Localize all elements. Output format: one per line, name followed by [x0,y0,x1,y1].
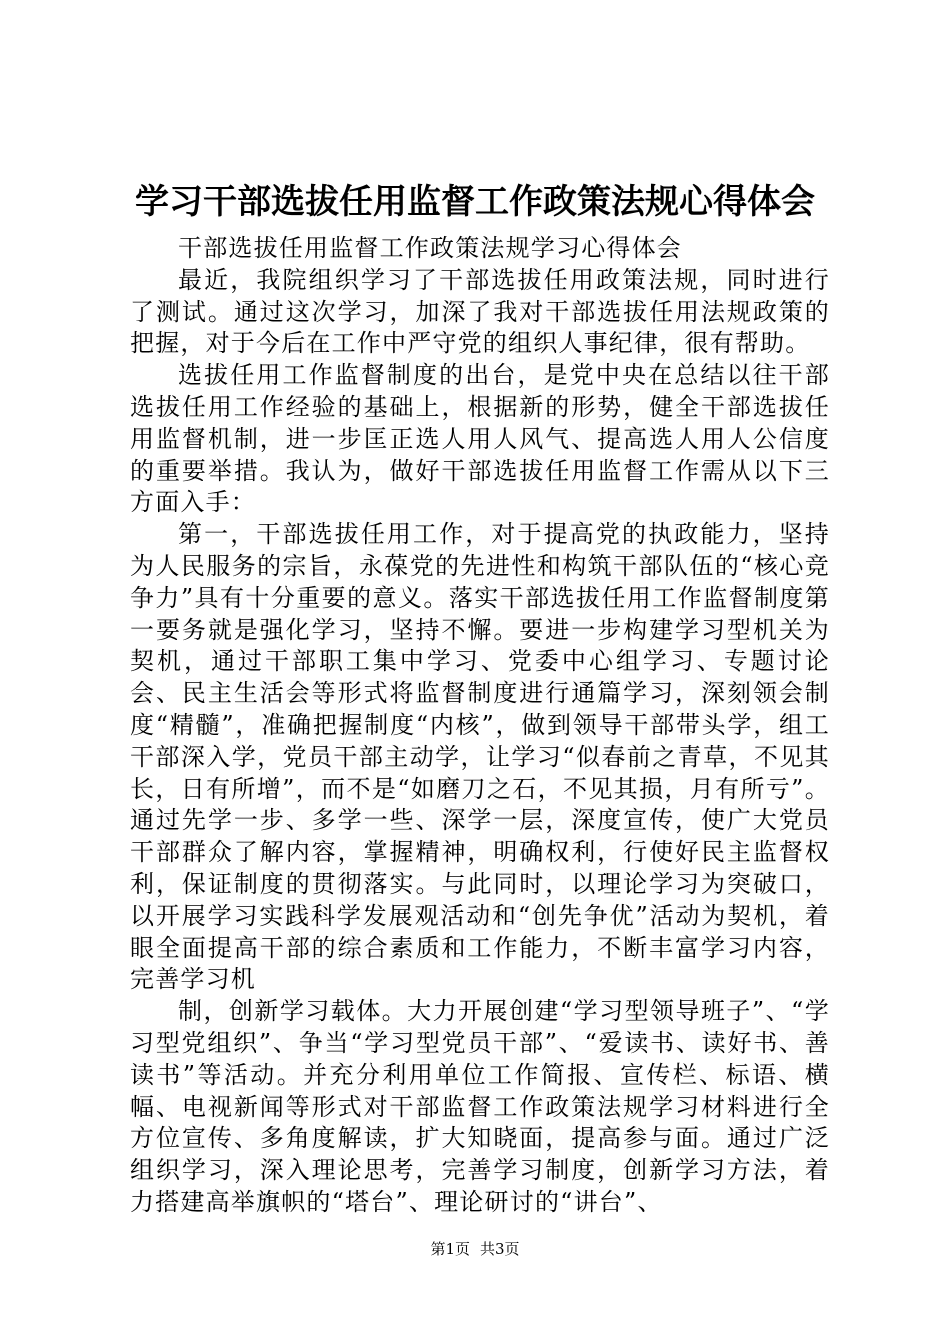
page-number-total: 共3页 [480,1240,520,1258]
document-title: 学习干部选拔任用监督工作政策法规心得体会 [135,182,815,222]
page-footer [0,1239,950,1259]
body-paragraph: 第一，干部选拔任用工作，对于提高党的执政能力，坚持为人民服务的宗旨，永葆党的先进性和构筑干部队伍的“核心竞争力”具有十分重要的意义。落实干部选拔任用工作监督制度第一要务就是强化学习，坚持不懈。要进一步构建学习型机关为契机，通过干部职工集中学习、党委中心组学习、专题讨论会、民主生活会等形式将监督制度进行通篇学习，深刻领会制度“精髓”，准确把握制度“内核”，做到领导干部带头学，组工干部深入学，党员干部主动学，让学习“似春前之青草，不见其长，日有所增”，而不是“如磨刀之石，不见其损，月有所亏”。通过先学一步、多学一些、深学一层，深度宣传，使广大党员干部群众了解内容，掌握精神，明确权利，行使好民主监督权利，保证制度的贯彻落实。与此同时，以理论学习为突破口，以开展学习实践科学发展观活动和“创先争优”活动为契机，着眼全面提高干部的综合素质和工作能力，不断丰富学习内容，完善学习机 [130,520,830,994]
body-paragraph: 选拔任用工作监督制度的出台，是党中央在总结以往干部选拔任用工作经验的基础上，根据新的形势，健全干部选拔任用监督机制，进一步匡正选人用人风气、提高选人用人公信度的重要举措。我认为，做好干部选拔任用监督工作需从以下三方面入手： [130,361,830,517]
document-body [130,233,830,1219]
body-paragraph: 最近，我院组织学习了干部选拔任用政策法规，同时进行了测试。通过这次学习，加深了我对干部选拔任用法规政策的把握，对于今后在工作中严守党的组织人事纪律，很有帮助。 [130,265,830,358]
page-number-current: 第1页 [430,1240,470,1258]
body-paragraph: 制，创新学习载体。大力开展创建“学习型领导班子”、“学习型党组织”、争当“学习型党员干部”、“爱读书、读好书、善读书”等活动。并充分利用单位工作简报、宣传栏、标语、横幅、电视新闻等形式对干部监督工作政策法规学习材料进行全方位宣传、多角度解读，扩大知晓面，提高参与面。通过广泛组织学习，深入理论思考，完善学习制度，创新学习方法，着力搭建高举旗帜的“塔台”、理论研讨的“讲台”、 [130,997,830,1216]
body-paragraph: 干部选拔任用监督工作政策法规学习心得体会 [178,234,682,262]
